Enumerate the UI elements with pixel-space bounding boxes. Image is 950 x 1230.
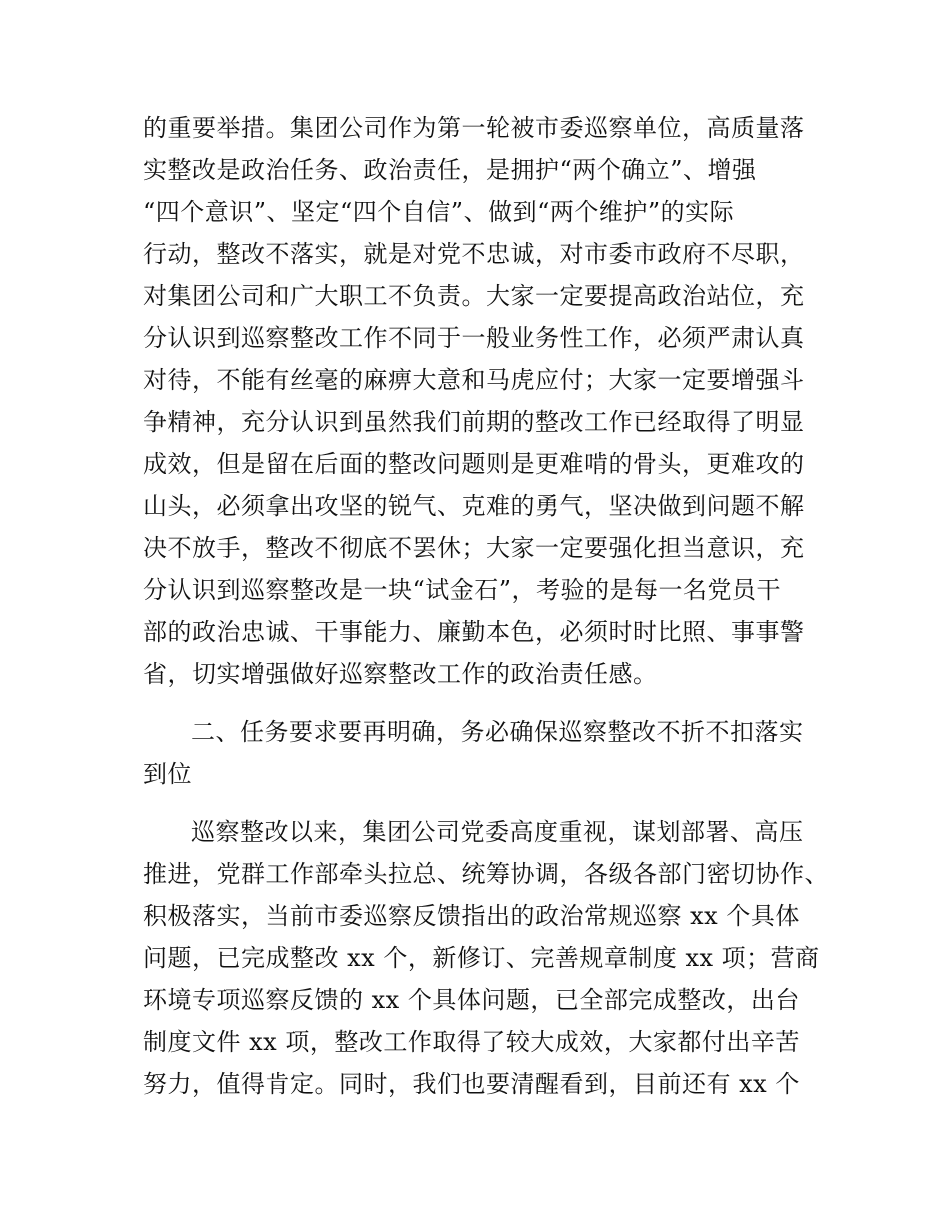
text-line: 行动，整改不落实，就是对党不忠诚，对市委市政府不尽职，	[143, 240, 805, 268]
text-line: 积极落实，当前市委巡察反馈指出的政治常规巡察 xx 个具体	[143, 902, 800, 930]
text-line: 决不放手，整改不彻底不罢休；大家一定要强化担当意识，充	[143, 534, 805, 562]
text-line: 努力，值得肯定。同时，我们也要清醒看到，目前还有 xx 个	[143, 1070, 800, 1098]
text-line: 的重要举措。集团公司作为第一轮被市委巡察单位，高质量落	[143, 114, 805, 142]
text-line: 争精神，充分认识到虽然我们前期的整改工作已经取得了明显	[143, 408, 805, 436]
text-line: 分认识到巡察整改工作不同于一般业务性工作，必须严肃认真	[143, 324, 805, 352]
text-line: “四个意识”、坚定“四个自信”、做到“两个维护”的实际	[143, 198, 735, 226]
text-line: 对集团公司和广大职工不负责。大家一定要提高政治站位，充	[143, 282, 805, 310]
text-line: 对待，不能有丝毫的麻痹大意和马虎应付；大家一定要增强斗	[143, 366, 805, 394]
text-line: 制度文件 xx 项，整改工作取得了较大成效，大家都付出辛苦	[143, 1028, 800, 1056]
section-heading-continued: 到位	[143, 760, 192, 788]
text-line: 推进，党群工作部牵头拉总、统筹协调，各级各部门密切协作、	[143, 860, 829, 888]
text-line: 山头，必须拿出攻坚的锐气、克难的勇气，坚决做到问题不解	[143, 492, 805, 520]
section-heading: 二、任务要求要再明确，务必确保巡察整改不折不扣落实	[191, 718, 804, 746]
text-line: 分认识到巡察整改是一块“试金石”，考验的是每一名党员干	[143, 576, 782, 604]
text-line: 问题，已完成整改 xx 个，新修订、完善规章制度 xx 项；营商	[143, 944, 820, 972]
text-line: 成效，但是留在后面的整改问题则是更难啃的骨头，更难攻的	[143, 450, 805, 478]
text-line: 省，切实增强做好巡察整改工作的政治责任感。	[143, 660, 658, 688]
text-line: 实整改是政治任务、政治责任，是拥护“两个确立”、增强	[143, 156, 757, 184]
text-line: 环境专项巡察反馈的 xx 个具体问题，已全部完成整改，出台	[143, 986, 800, 1014]
text-line: 巡察整改以来，集团公司党委高度重视，谋划部署、高压	[191, 818, 804, 846]
text-line: 部的政治忠诚、干事能力、廉勤本色，必须时时比照、事事警	[143, 618, 805, 646]
